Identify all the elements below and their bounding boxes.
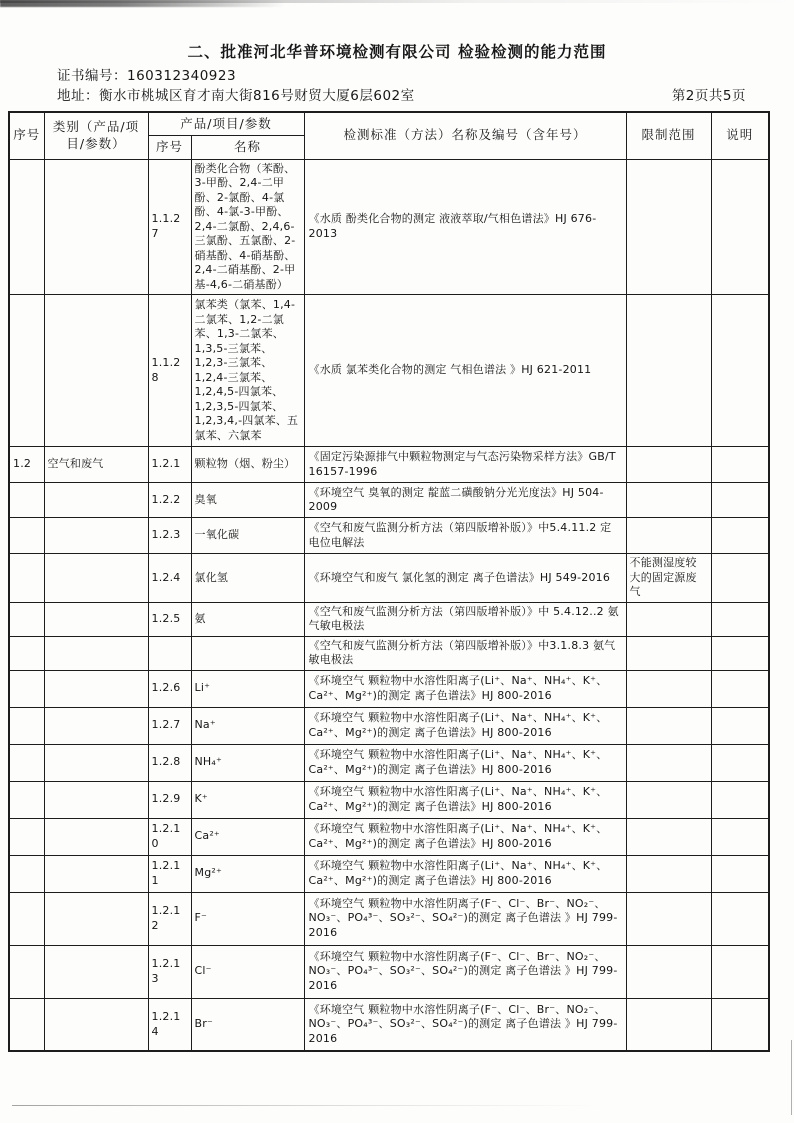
cell-item-name: 一氧化碳 xyxy=(191,518,304,554)
cell-limit xyxy=(626,159,711,295)
cell-item-no: 1.2.7 xyxy=(148,707,191,744)
table-row xyxy=(9,602,769,636)
cell-category-no xyxy=(9,159,44,295)
cell-item-no: 1.2.6 xyxy=(148,670,191,707)
table-row xyxy=(9,447,769,483)
cell-category-no xyxy=(9,518,44,554)
cell-category-no xyxy=(9,855,44,892)
table-row xyxy=(9,998,769,1051)
cell-category xyxy=(44,483,148,518)
cell-limit: 不能测湿度较大的固定源废气 xyxy=(626,554,711,603)
cell-category xyxy=(44,818,148,855)
cell-limit xyxy=(626,483,711,518)
table-row xyxy=(9,945,769,998)
scan-artifact-bottom-line xyxy=(12,1105,602,1106)
table-row xyxy=(9,818,769,855)
table-row xyxy=(9,892,769,945)
cell-category-no xyxy=(9,744,44,781)
cell-standard: 《环境空气 颗粒物中水溶性阳离子(Li⁺、Na⁺、NH₄⁺、K⁺、Ca²⁺、Mg²⁺)的测定 离子色谱法》HJ 800-2016 xyxy=(304,781,626,818)
cell-limit xyxy=(626,518,711,554)
cell-item-name: Mg²⁺ xyxy=(191,855,304,892)
cell-standard: 《环境空气 颗粒物中水溶性阳离子(Li⁺、Na⁺、NH₄⁺、K⁺、Ca²⁺、Mg²⁺)的测定 离子色谱法》HJ 800-2016 xyxy=(304,707,626,744)
cell-item-name: NH₄⁺ xyxy=(191,744,304,781)
cell-note xyxy=(711,744,769,781)
header-note: 说明 xyxy=(711,112,769,160)
cell-category xyxy=(44,781,148,818)
cell-item-name: 氯化氢 xyxy=(191,554,304,603)
table-row xyxy=(9,554,769,603)
cell-limit xyxy=(626,447,711,483)
cell-item-no: 1.2.1 xyxy=(148,447,191,483)
cell-item-name: 氯苯类（氯苯、1,4-二氯苯、1,2-二氯苯、1,3-二氯苯、1,3,5-三氯苯、1,2,3-三氯苯、1,2,4-三氯苯、1,2,4,5-四氯苯、1,2,3,5-四氯苯、1,2,3,4,-四氯苯、五氯苯、六氯苯 xyxy=(191,295,304,447)
cell-category-no xyxy=(9,945,44,998)
cell-standard: 《空气和废气监测分析方法（第四版增补版）》中 5.4.12..2 氨气敏电极法 xyxy=(304,602,626,636)
header-category: 类别（产品/项目/参数） xyxy=(44,112,148,160)
cell-category xyxy=(44,602,148,636)
cell-note xyxy=(711,159,769,295)
cell-note xyxy=(711,781,769,818)
cell-item-no: 1.2.5 xyxy=(148,602,191,636)
address-label: 地址： xyxy=(57,88,99,105)
cell-category xyxy=(44,744,148,781)
cell-item-name: Li⁺ xyxy=(191,670,304,707)
scan-artifact-right-line xyxy=(791,1040,792,1115)
cell-category-no xyxy=(9,781,44,818)
address xyxy=(57,86,415,106)
header-limit: 限制范围 xyxy=(626,112,711,160)
cell-item-name: F⁻ xyxy=(191,892,304,945)
certificate-line xyxy=(57,66,746,86)
cell-category xyxy=(44,892,148,945)
certificate-number: 160312340923 xyxy=(127,68,237,84)
cell-item-no: 1.2.11 xyxy=(148,855,191,892)
cell-standard: 《空气和废气监测分析方法（第四版增补版）》中5.4.11.2 定电位电解法 xyxy=(304,518,626,554)
header-standard: 检测标准（方法）名称及编号（含年号） xyxy=(304,112,626,160)
header-sub-seq: 序号 xyxy=(148,136,191,160)
cell-category-no xyxy=(9,636,44,670)
table-row xyxy=(9,159,769,295)
cell-item-no: 1.2.4 xyxy=(148,554,191,603)
cell-item-name: Cl⁻ xyxy=(191,945,304,998)
cell-category-no xyxy=(9,892,44,945)
table-row xyxy=(9,295,769,447)
cell-item-name: Ca²⁺ xyxy=(191,818,304,855)
cell-limit xyxy=(626,670,711,707)
cell-category xyxy=(44,554,148,603)
cell-item-name: K⁺ xyxy=(191,781,304,818)
cell-item-no: 1.2.12 xyxy=(148,892,191,945)
cell-category xyxy=(44,998,148,1051)
header-seq: 序号 xyxy=(9,112,44,160)
cell-category xyxy=(44,945,148,998)
cell-note xyxy=(711,636,769,670)
cell-note xyxy=(711,295,769,447)
cell-standard: 《环境空气和废气 氯化氢的测定 离子色谱法》HJ 549-2016 xyxy=(304,554,626,603)
cell-category xyxy=(44,295,148,447)
cell-limit xyxy=(626,945,711,998)
cell-standard: 《水质 氯苯类化合物的测定 气相色谱法 》HJ 621-2011 xyxy=(304,295,626,447)
cell-standard: 《环境空气 颗粒物中水溶性阳离子(Li⁺、Na⁺、NH₄⁺、K⁺、Ca²⁺、Mg²⁺)的测定 离子色谱法》HJ 800-2016 xyxy=(304,818,626,855)
cell-limit xyxy=(626,295,711,447)
capability-table xyxy=(8,111,770,1053)
cell-note xyxy=(711,707,769,744)
cell-item-no: 1.2.9 xyxy=(148,781,191,818)
cell-item-no: 1.2.3 xyxy=(148,518,191,554)
cell-note xyxy=(711,447,769,483)
cell-item-no: 1.2.8 xyxy=(148,744,191,781)
table-row xyxy=(9,670,769,707)
table-row xyxy=(9,855,769,892)
cell-standard: 《环境空气 颗粒物中水溶性阳离子(Li⁺、Na⁺、NH₄⁺、K⁺、Ca²⁺、Mg²⁺)的测定 离子色谱法》HJ 800-2016 xyxy=(304,855,626,892)
cell-category-no xyxy=(9,295,44,447)
cell-standard: 《水质 酚类化合物的测定 液液萃取/气相色谱法》HJ 676-2013 xyxy=(304,159,626,295)
cell-limit xyxy=(626,781,711,818)
cell-category-no xyxy=(9,483,44,518)
cell-standard: 《固定污染源排气中颗粒物测定与气态污染物采样方法》GB/T 16157-1996 xyxy=(304,447,626,483)
table-row xyxy=(9,483,769,518)
scan-artifact-top-smudge xyxy=(0,0,300,7)
cell-item-no: 1.2.10 xyxy=(148,818,191,855)
cell-note xyxy=(711,518,769,554)
cell-note xyxy=(711,945,769,998)
table-row xyxy=(9,707,769,744)
address-value: 衡水市桃城区育才南大街816号财贸大厦6层602室 xyxy=(99,88,415,105)
cell-note xyxy=(711,892,769,945)
cell-standard: 《环境空气 颗粒物中水溶性阳离子(Li⁺、Na⁺、NH₄⁺、K⁺、Ca²⁺、Mg²⁺)的测定 离子色谱法》HJ 800-2016 xyxy=(304,670,626,707)
header-product-group: 产品/项目/参数 xyxy=(148,112,304,136)
cell-standard: 《环境空气 颗粒物中水溶性阴离子(F⁻、Cl⁻、Br⁻、NO₂⁻、NO₃⁻、PO₄³⁻、SO₃²⁻、SO₄²⁻)的测定 离子色谱法 》HJ 799-2016 xyxy=(304,945,626,998)
table-row xyxy=(9,781,769,818)
cell-category-no: 1.2 xyxy=(9,447,44,483)
header-row-1 xyxy=(9,112,769,136)
cell-note xyxy=(711,670,769,707)
table-row xyxy=(9,744,769,781)
cell-category xyxy=(44,636,148,670)
cell-standard: 《环境空气 颗粒物中水溶性阴离子(F⁻、Cl⁻、Br⁻、NO₂⁻、NO₃⁻、PO₄³⁻、SO₃²⁻、SO₄²⁻)的测定 离子色谱法 》HJ 799-2016 xyxy=(304,998,626,1051)
cell-limit xyxy=(626,998,711,1051)
cell-note xyxy=(711,554,769,603)
cell-note xyxy=(711,602,769,636)
cell-category xyxy=(44,159,148,295)
cell-category-no xyxy=(9,602,44,636)
cell-item-name xyxy=(191,636,304,670)
cell-standard: 《环境空气 臭氧的测定 靛蓝二磺酸钠分光光度法》HJ 504-2009 xyxy=(304,483,626,518)
cell-category xyxy=(44,855,148,892)
cell-item-no: 1.1.28 xyxy=(148,295,191,447)
table-row xyxy=(9,636,769,670)
cell-standard: 《环境空气 颗粒物中水溶性阴离子(F⁻、Cl⁻、Br⁻、NO₂⁻、NO₃⁻、PO₄³⁻、SO₃²⁻、SO₄²⁻)的测定 离子色谱法 》HJ 799-2016 xyxy=(304,892,626,945)
cell-item-no: 1.1.27 xyxy=(148,159,191,295)
cell-category-no xyxy=(9,998,44,1051)
table-row xyxy=(9,518,769,554)
cell-limit xyxy=(626,892,711,945)
cell-category xyxy=(44,670,148,707)
cell-item-name: 臭氧 xyxy=(191,483,304,518)
cell-category-no xyxy=(9,707,44,744)
cell-limit xyxy=(626,744,711,781)
cell-item-no: 1.2.14 xyxy=(148,998,191,1051)
cell-item-name: 酚类化合物（苯酚、3-甲酚、2,4-二甲酚、2-氯酚、4-氯酚、4-氯-3-甲酚、2,4-二氯酚、2,4,6-三氯酚、五氯酚、2-硝基酚、4-硝基酚、2,4-二硝基酚、2-甲基-4,6-二硝基酚） xyxy=(191,159,304,295)
cell-note xyxy=(711,998,769,1051)
page-number: 第2页共5页 xyxy=(671,88,746,105)
document-meta xyxy=(0,62,794,107)
cell-item-name: 颗粒物（烟、粉尘） xyxy=(191,447,304,483)
cell-standard: 《空气和废气监测分析方法（第四版增补版）》中3.1.8.3 氨气敏电极法 xyxy=(304,636,626,670)
cell-item-name: Br⁻ xyxy=(191,998,304,1051)
cell-category-no xyxy=(9,670,44,707)
cell-item-name: 氨 xyxy=(191,602,304,636)
cell-category: 空气和废气 xyxy=(44,447,148,483)
table-body xyxy=(9,159,769,1051)
cell-item-no: 1.2.13 xyxy=(148,945,191,998)
address-line xyxy=(57,86,746,106)
page-title: 二、批准河北华普环境检测有限公司 检验检测的能力范围 xyxy=(187,43,607,61)
cell-category xyxy=(44,707,148,744)
cell-category xyxy=(44,518,148,554)
cell-limit xyxy=(626,855,711,892)
cell-category-no xyxy=(9,554,44,603)
cell-item-no: 1.2.2 xyxy=(148,483,191,518)
cell-note xyxy=(711,483,769,518)
cell-limit xyxy=(626,636,711,670)
header-name: 名称 xyxy=(191,136,304,160)
cell-note xyxy=(711,855,769,892)
cell-standard: 《环境空气 颗粒物中水溶性阳离子(Li⁺、Na⁺、NH₄⁺、K⁺、Ca²⁺、Mg²⁺)的测定 离子色谱法》HJ 800-2016 xyxy=(304,744,626,781)
cell-category-no xyxy=(9,818,44,855)
cell-item-no xyxy=(148,636,191,670)
cell-item-name: Na⁺ xyxy=(191,707,304,744)
cell-limit xyxy=(626,602,711,636)
cell-note xyxy=(711,818,769,855)
table-header xyxy=(9,112,769,160)
certificate-label: 证书编号： xyxy=(57,68,127,84)
cell-limit xyxy=(626,818,711,855)
cell-limit xyxy=(626,707,711,744)
